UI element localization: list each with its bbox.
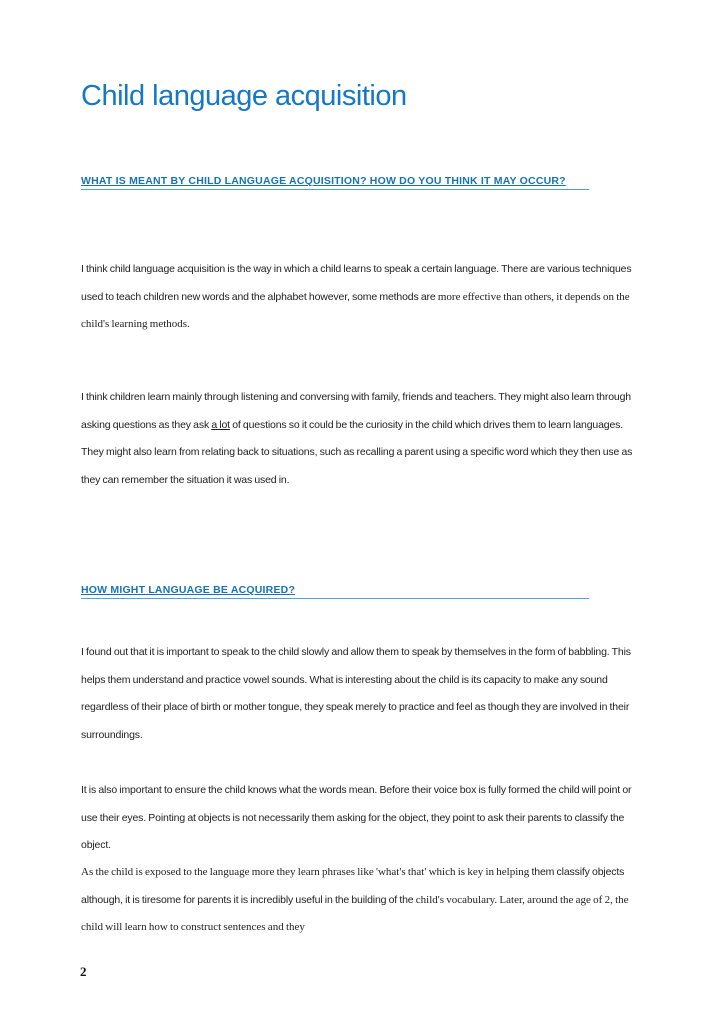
section-heading-definition: WHAT IS MEANT BY CHILD LANGUAGE ACQUISITION? HOW DO YOU THINK IT MAY OCCUR? xyxy=(81,175,589,190)
paragraph-text-serif: more effective than others, it depends on the child's learning methods. xyxy=(81,290,630,330)
paragraph-vocabulary xyxy=(81,859,644,942)
paragraph-word-meaning: It is also important to ensure the child knows what the words mean. Before their voice box is fully formed the child will point or use their eyes. Pointing at objects is not necessarily them asking for the object, they point to ask their parents to classify the object. xyxy=(81,784,632,851)
paragraph-text: I think children learn mainly through listening and conversing with family, friends and teachers. They might also learn through asking questions as they ask xyxy=(81,391,631,431)
paragraph-text-serif: As the child is exposed to the language more they learn phrases like 'what's that' which is key in helping xyxy=(81,866,530,878)
underlined-phrase: a lot xyxy=(211,418,230,431)
paragraph-how-children-learn xyxy=(81,384,644,494)
section-heading-acquisition: HOW MIGHT LANGUAGE BE ACQUIRED? xyxy=(81,584,589,599)
page-number: 2 xyxy=(80,964,87,979)
paragraph-text: of questions so it could be the curiosity in the child which drives them to learn languages. They might also learn from relating back to situations, such as recalling a parent using a specific word which they then use as they can remember the situation it was used in. xyxy=(81,418,633,486)
paragraph-babbling: I found out that it is important to speak to the child slowly and allow them to speak by themselves in the form of babbling. This helps them understand and practice vowel sounds. What is interesting about the child is its capacity to make any sound regardless of their place of birth or mother tongue, they speak merely to practice and feel as though they are involved in their surroundings. xyxy=(81,646,631,741)
paragraph-text: I think child language acquisition is the way in which a child learns to speak a certain language. There are various techniques used to teach children new words and the alphabet however, some methods are xyxy=(81,263,632,303)
paragraph-text: them classify objects although, it is tiresome for parents it is incredibly useful in the building of the xyxy=(81,866,625,906)
page-title: Child language acquisition xyxy=(81,80,407,112)
paragraph-text-serif: child's vocabulary. Later, around the age of 2, the child will learn how to construct sentences and they xyxy=(81,893,629,933)
paragraph-definition xyxy=(81,256,644,339)
